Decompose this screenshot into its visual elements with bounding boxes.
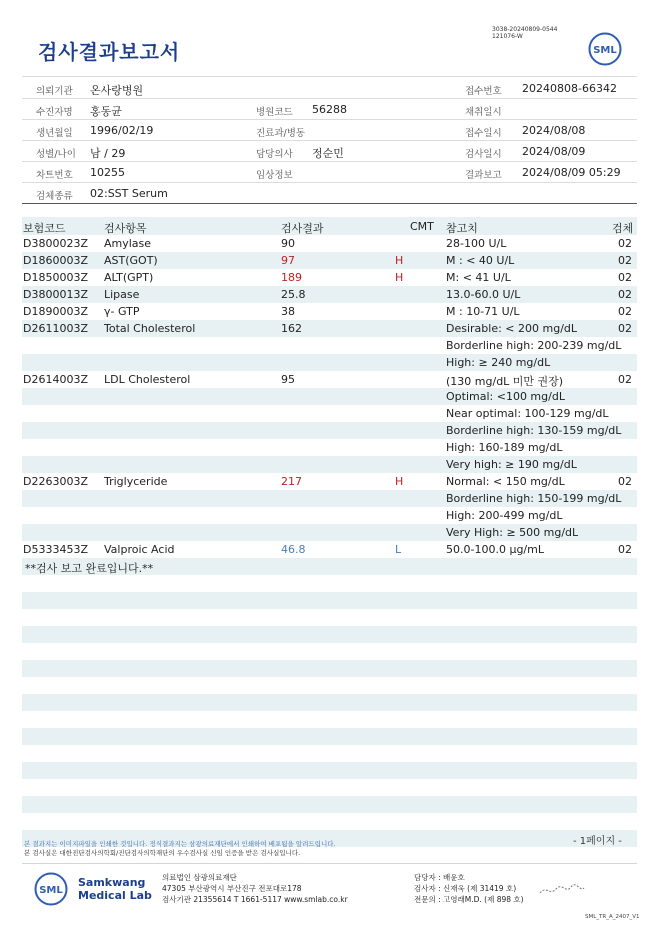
result-flag: H [395,254,404,267]
specimen-code: 02 [618,475,632,488]
specimen-type-label: 검체종류 [36,191,73,202]
receipt-no-label: 접수번호 [465,86,502,97]
empty-row [22,796,637,813]
specimen-code: 02 [618,237,632,250]
empty-row [22,626,637,643]
info-row [22,78,637,99]
staff-line: 전문의 : 고영래M.D. (제 898 호) [414,895,524,904]
empty-row [22,711,637,728]
table-row [22,371,637,388]
reference-range: M : 10-71 U/L [446,305,520,318]
info-row [22,120,637,141]
brand-line: Samkwang [78,876,146,889]
chart-no-label: 차트번호 [36,170,73,181]
table-row [22,490,637,507]
dept-label: 진료과/병동 [256,128,306,139]
empty-row [22,728,637,745]
document-id-line: 3038-20240809-0544 [492,26,558,33]
sex-age-label: 성별/나이 [36,149,76,160]
table-row [22,439,637,456]
test-name: AST(GOT) [104,254,158,267]
empty-row [22,779,637,796]
test-result: 46.8 [281,543,306,556]
test-code: D1860003Z [23,254,88,267]
header-specimen: 검체 [612,222,634,235]
test-result: 95 [281,373,295,386]
table-row [22,235,637,252]
test-code: D2614003Z [23,373,88,386]
page-title: 검사결과보고서 [38,40,181,64]
reference-range: Borderline high: 150-199 mg/dL [446,492,622,505]
test-name: ALT(GPT) [104,271,154,284]
specimen-code: 02 [618,543,632,556]
result-flag: H [395,271,404,284]
brand-name [78,876,152,902]
header-cmt: CMT [410,220,434,233]
reference-range: Normal: < 150 mg/dL [446,475,565,488]
info-row [22,141,637,162]
table-row [22,269,637,286]
reference-range: High: ≥ 240 mg/dL [446,356,551,369]
reference-range: 50.0-100.0 μg/mL [446,543,544,556]
test-code: D1890003Z [23,305,88,318]
table-row [22,320,637,337]
specimen-type-value: 02:SST Serum [90,187,168,200]
table-row [22,541,637,558]
footer-notes [24,840,336,858]
test-code: D3800023Z [23,237,88,250]
report-date-value: 2024/08/09 05:29 [522,166,621,179]
test-name: Amylase [104,237,152,250]
divider [22,76,637,77]
doctor-value: 정순민 [312,147,344,160]
test-date-label: 검사일시 [465,149,502,160]
org-contact: 검사기관 21355614 T 1661-5117 www.smlab.co.kr [162,895,348,904]
test-result: 97 [281,254,295,267]
empty-row [22,694,637,711]
sml-logo-icon [588,32,622,66]
page-number: - 1페이지 - [573,836,622,847]
table-row [22,422,637,439]
test-code: D1850003Z [23,271,88,284]
receipt-date-label: 접수일시 [465,128,502,139]
completion-note: **검사 보고 완료입니다.** [25,562,154,575]
report-date-label: 결과보고 [465,170,502,181]
specimen-code: 02 [618,305,632,318]
table-row [22,303,637,320]
empty-row [22,660,637,677]
reference-range: M: < 41 U/L [446,271,511,284]
reference-range: 28-100 U/L [446,237,507,250]
notice-image-copy: 본 결과지는 이미지파일을 인쇄한 것입니다. 정식결과지는 삼광의료재단에서 인쇄하여 배포됨을 알려드립니다. [24,840,336,848]
header-ref: 참고치 [446,222,478,235]
receipt-date-value: 2024/08/08 [522,124,586,137]
table-row [22,354,637,371]
patient-name-value: 홍동균 [90,105,122,118]
document-id [492,26,557,40]
sex-age-value: 남 / 29 [90,147,126,160]
clinical-info-label: 임상정보 [256,170,293,181]
reference-range: High: 160-189 mg/dL [446,441,563,454]
brand-line: Medical Lab [78,889,152,902]
reference-range: Desirable: < 200 mg/dL [446,322,578,335]
test-result: 162 [281,322,302,335]
specimen-code: 02 [618,271,632,284]
staff-line: 담당자 : 배윤호 [414,873,465,882]
dob-value: 1996/02/19 [90,124,154,137]
dob-label: 생년월일 [36,128,73,139]
divider [22,203,637,204]
table-row [22,388,637,405]
specimen-code: 02 [618,373,632,386]
hospital-code-value: 56288 [312,103,347,116]
info-row [22,99,637,120]
test-code: D2263003Z [23,475,88,488]
table-row [22,507,637,524]
reference-range: Borderline high: 130-159 mg/dL [446,424,622,437]
result-flag: H [395,475,404,488]
test-name: γ- GTP [104,305,140,318]
patient-info-section [22,78,637,204]
empty-row [22,762,637,779]
reference-range: Very high: ≥ 190 mg/dL [446,458,577,471]
org-info [162,872,348,905]
test-code: D3800013Z [23,288,88,301]
reference-range: Near optimal: 100-129 mg/dL [446,407,609,420]
empty-row [22,609,637,626]
test-result: 38 [281,305,295,318]
staff-line: 검사자 : 신재욱 (제 31419 호) [414,884,517,893]
header-result: 검사결과 [281,222,324,235]
receipt-no-value: 20240808-66342 [522,82,617,95]
empty-row [22,813,637,830]
result-flag: L [395,543,402,556]
table-row [22,252,637,269]
results-header [22,217,637,235]
signers [414,872,524,905]
requesting-org-value: 온사랑병원 [90,84,144,97]
patient-name-label: 수진자명 [36,107,73,118]
completion-row [22,558,637,575]
info-row [22,183,637,204]
requesting-org-label: 의뢰기관 [36,86,73,97]
reference-range: Very High: ≥ 500 mg/dL [446,526,579,539]
chart-no-value: 10255 [90,166,125,179]
logo-text: SML [593,45,617,56]
test-date-value: 2024/08/09 [522,145,586,158]
header-code: 보험코드 [23,222,66,235]
divider [22,863,637,864]
reference-range: 13.0-60.0 U/L [446,288,521,301]
specimen-code: 02 [618,322,632,335]
table-row [22,405,637,422]
test-name: Triglyceride [104,475,168,488]
empty-row [22,643,637,660]
results-body [22,235,637,847]
test-name: Lipase [104,288,140,301]
specimen-code: 02 [618,254,632,267]
table-row [22,286,637,303]
org-address: 47305 부산광역시 부산진구 전포대로178 [162,884,302,893]
test-result: 90 [281,237,295,250]
table-row [22,337,637,354]
header-name: 검사항목 [104,222,147,235]
reference-range: Borderline high: 200-239 mg/dL [446,339,622,352]
info-row [22,162,637,183]
test-name: Valproic Acid [104,543,175,556]
test-name: Total Cholesterol [104,322,196,335]
reference-range: Optimal: <100 mg/dL [446,390,565,403]
test-result: 217 [281,475,302,488]
empty-row [22,745,637,762]
empty-row [22,592,637,609]
sml-logo-icon [34,872,68,906]
reference-range: High: 200-499 mg/dL [446,509,563,522]
specimen-code: 02 [618,288,632,301]
form-code: SML_TR_A_2407_V1 [585,914,640,920]
table-row [22,524,637,541]
test-result: 189 [281,271,302,284]
reference-range: (130 mg/dL 미만 권장) [446,375,564,388]
org-name: 의료법인 삼광의료재단 [162,873,237,882]
notice-accreditation: 본 검사실은 대한진단검사의학회/진단검사의학재단의 우수검사실 신임 인증을 받은 검사실입니다. [24,849,301,857]
reference-range: M : < 40 U/L [446,254,515,267]
results-table [22,217,637,847]
signature-icon [538,882,586,898]
document-id-line: 121076-W [492,33,523,40]
test-code: D5333453Z [23,543,88,556]
test-name: LDL Cholesterol [104,373,191,386]
empty-row [22,677,637,694]
hospital-code-label: 병원코드 [256,107,293,118]
logo-text: SML [39,885,63,896]
table-row [22,456,637,473]
test-code: D2611003Z [23,322,88,335]
doctor-label: 담당의사 [256,149,293,160]
collection-date-label: 채취일시 [465,107,502,118]
test-result: 25.8 [281,288,306,301]
empty-row [22,575,637,592]
table-row [22,473,637,490]
